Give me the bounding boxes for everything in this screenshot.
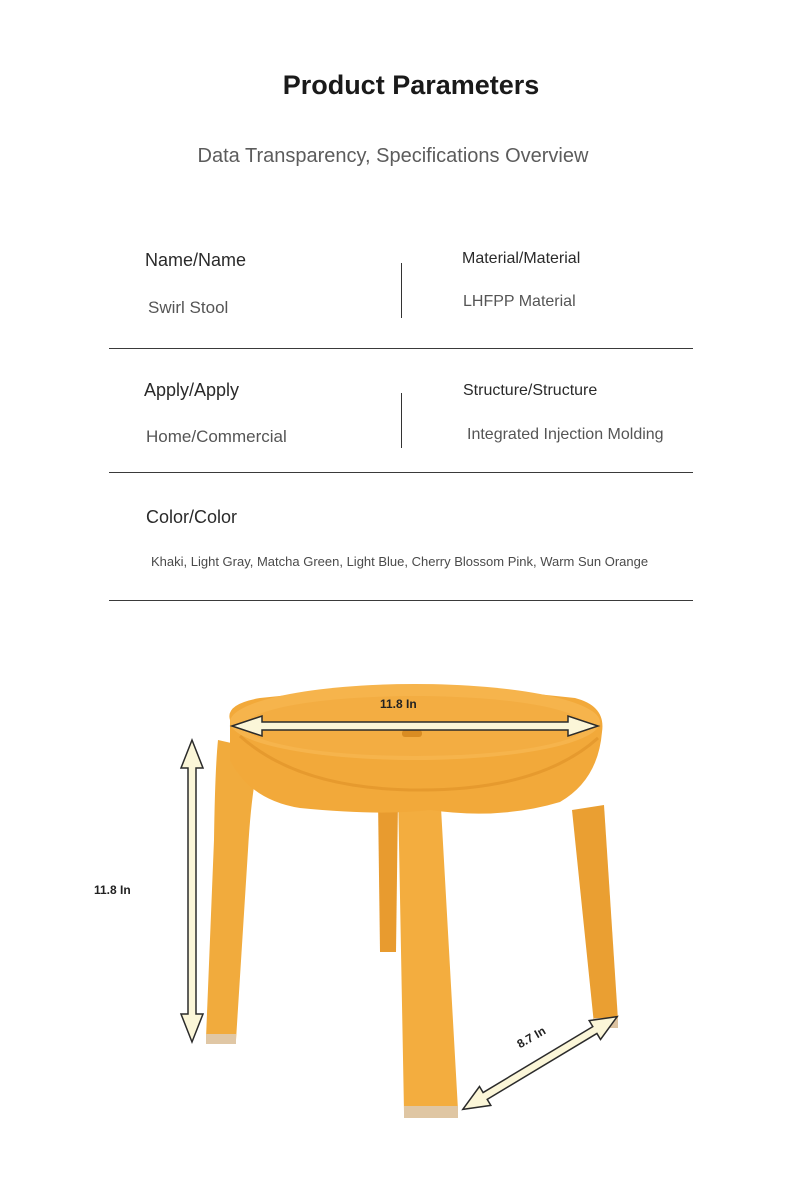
structure-value: Integrated Injection Molding [467,426,664,443]
stool-front-leg-middle [398,790,458,1112]
height-label: 11.8 In [94,883,131,897]
depth-label: 8.7 In [514,1023,549,1052]
page-title: Product Parameters [282,70,540,100]
stool-back-leg-left [378,800,398,952]
row1-separator [109,348,693,349]
material-label: Material/Material [462,250,581,267]
stool-foot-middle [404,1106,458,1118]
color-value: Khaki, Light Gray, Matcha Green, Light Blue, Cherry Blossom Pink, Warm Sun Orange [151,554,649,569]
material-value: LHFPP Material [463,293,576,310]
stool-back-leg-right [572,805,618,1024]
apply-value: Home/Commercial [146,427,287,446]
row1-divider [401,263,402,318]
width-label: 11.8 In [380,697,417,711]
apply-label: Apply/Apply [144,380,240,400]
row2-separator [109,472,693,473]
stool-illustration [0,640,790,1185]
name-value: Swirl Stool [148,298,229,317]
name-label: Name/Name [145,250,247,270]
stool-handle-hole [402,730,422,737]
page-subtitle: Data Transparency, Specifications Overview [197,145,589,167]
structure-label: Structure/Structure [463,382,598,399]
color-label: Color/Color [146,507,238,527]
stool-foot-left [206,1034,236,1044]
row3-separator [109,600,693,601]
row2-divider [401,393,402,448]
height-arrow [181,740,203,1042]
